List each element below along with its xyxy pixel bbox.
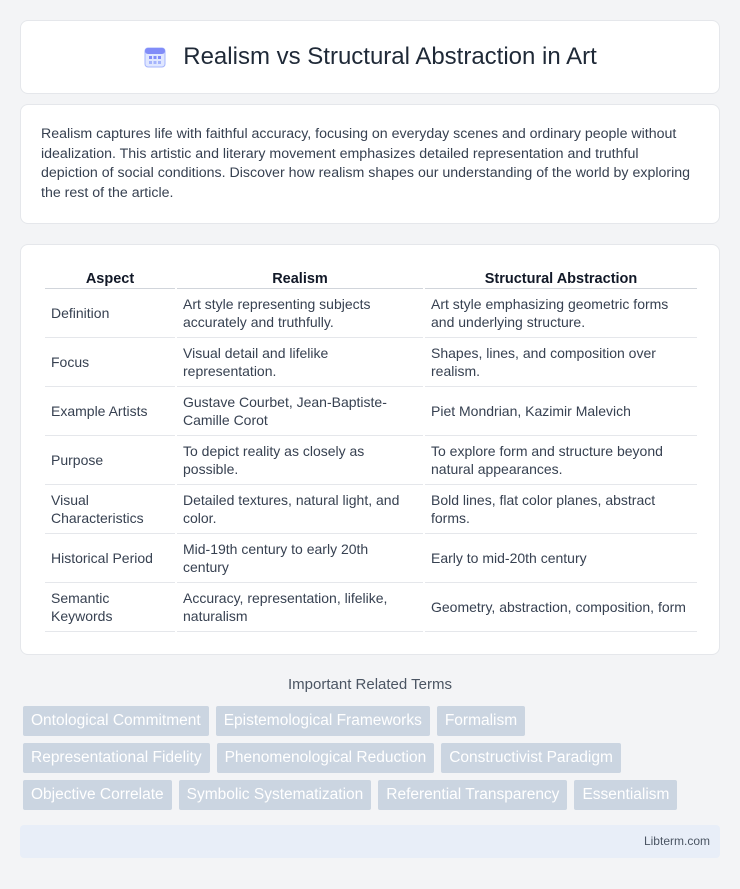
related-term-tag[interactable]: Essentialism [574, 780, 677, 810]
related-term-tag[interactable]: Formalism [437, 706, 525, 736]
table-row [45, 338, 697, 387]
related-term-tag[interactable]: Referential Transparency [378, 780, 567, 810]
cell-abstraction: To explore form and structure beyond natural appearances. [425, 436, 697, 485]
tag-row [23, 780, 723, 810]
cell-realism: Art style representing subjects accurately and truthfully. [177, 289, 423, 338]
title-card [20, 20, 720, 94]
table-header-row [45, 267, 697, 289]
cell-aspect: Semantic Keywords [45, 583, 175, 632]
cell-abstraction: Piet Mondrian, Kazimir Malevich [425, 387, 697, 436]
cell-aspect: Historical Period [45, 534, 175, 583]
cell-abstraction: Early to mid-20th century [425, 534, 697, 583]
intro-card [20, 104, 720, 224]
header-structural-abstraction: Structural Abstraction [425, 267, 697, 289]
related-term-tag[interactable]: Phenomenological Reduction [217, 743, 435, 773]
related-term-tag[interactable]: Epistemological Frameworks [216, 706, 430, 736]
page-title: Realism vs Structural Abstraction in Art [183, 43, 597, 70]
tag-row [23, 706, 723, 736]
cell-abstraction: Bold lines, flat color planes, abstract forms. [425, 485, 697, 534]
table-row [45, 289, 697, 338]
cell-realism: Accuracy, representation, lifelike, naturalism [177, 583, 423, 632]
cell-aspect: Definition [45, 289, 175, 338]
footer-site-link[interactable]: Libterm.com [643, 834, 710, 848]
comparison-table [43, 267, 699, 632]
header-aspect: Aspect [45, 267, 175, 289]
cell-abstraction: Shapes, lines, and composition over realism. [425, 338, 697, 387]
cell-realism: Detailed textures, natural light, and color. [177, 485, 423, 534]
tag-row [23, 743, 723, 773]
related-term-tag[interactable]: Symbolic Systematization [179, 780, 372, 810]
related-term-tag[interactable]: Ontological Commitment [23, 706, 209, 736]
header-realism: Realism [177, 267, 423, 289]
related-terms-title: Important Related Terms [288, 676, 452, 693]
cell-realism: Gustave Courbet, Jean-Baptiste-Camille Corot [177, 387, 423, 436]
table-row [45, 583, 697, 632]
related-term-tag[interactable]: Representational Fidelity [23, 743, 210, 773]
cell-realism: To depict reality as closely as possible. [177, 436, 423, 485]
table-row [45, 436, 697, 485]
related-terms-list [23, 706, 723, 817]
cell-aspect: Example Artists [45, 387, 175, 436]
related-term-tag[interactable]: Constructivist Paradigm [441, 743, 621, 773]
intro-text: Realism captures life with faithful accuracy, focusing on everyday scenes and ordinary people without idealization. This artistic and literary movement emphasizes detailed representation and truthful depiction of social conditions. Discover how realism shapes our understanding of the world by exploring the rest of the article. [41, 126, 691, 201]
table-row [45, 534, 697, 583]
cell-realism: Mid-19th century to early 20th century [177, 534, 423, 583]
table-row [45, 485, 697, 534]
comparison-table-card [20, 244, 720, 655]
cell-aspect: Purpose [45, 436, 175, 485]
cell-aspect: Visual Characteristics [45, 485, 175, 534]
footer [20, 825, 720, 858]
cell-aspect: Focus [45, 338, 175, 387]
cell-realism: Visual detail and lifelike representation. [177, 338, 423, 387]
related-term-tag[interactable]: Objective Correlate [23, 780, 172, 810]
cell-abstraction: Art style emphasizing geometric forms and underlying structure. [425, 289, 697, 338]
table-row [45, 387, 697, 436]
calendar-icon [143, 45, 167, 69]
cell-abstraction: Geometry, abstraction, composition, form [425, 583, 697, 632]
